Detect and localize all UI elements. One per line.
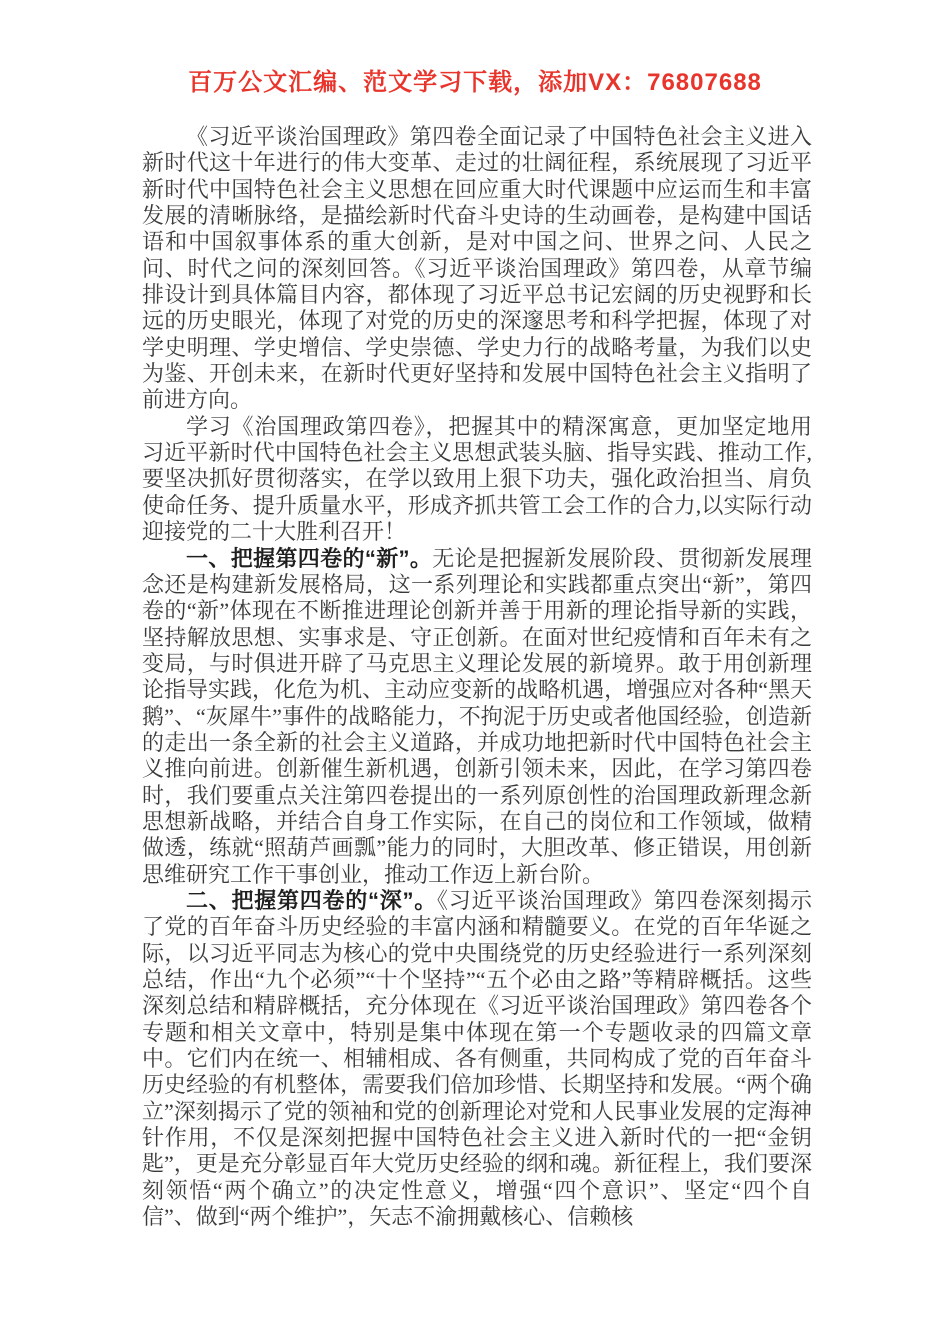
paragraph-section-2-text: 《习近平谈治国理政》第四卷深刻揭示了党的百年奋斗历史经验的丰富内涵和精髓要义。在党的百年华诞之际，以习近平同志为核心的党中央围绕党的历史经验进行一系列深刻总结，作出“九个必须”“十个坚持”“五个必由之路”等精辟概括。这些深刻总结和精辟概括，充分体现在《习近平谈治国理政》第四卷各个专题和相关文章中，特别是集中体现在第一个专题收录的四篇文章中。它们内在统一、相辅相成、各有侧重，共同构成了党的百年奋斗历史经验的有机整体，需要我们倍加珍惜、长期坚持和发展。“两个确立”深刻揭示了党的领袖和党的创新理论对党和人民事业发展的定海神针作用，不仅是深刻把握中国特色社会主义进入新时代的一把“金钥匙”，更是充分彰显百年大党历史经验的纲和魂。新征程上，我们要深刻领悟“两个确立”的决定性意义，增强“四个意识”、坚定“四个自信”、做到“两个维护”，矢志不渝拥戴核心、信赖核 <box>142 887 812 1230</box>
paragraph-intro-text: 《习近平谈治国理政》第四卷全面记录了中国特色社会主义进入新时代这十年进行的伟大变革、走过的壮阔征程，系统展现了习近平新时代中国特色社会主义思想在回应重大时代课题中应运而生和丰富发展的清晰脉络，是描绘新时代奋斗史诗的生动画卷，是构建中国话语和中国叙事体系的重大创新，是对中国之问、世界之问、人民之问、时代之问的深刻回答。《习近平谈治国理政》第四卷，从章节编排设计到具体篇目内容，都体现了习近平总书记宏阔的历史视野和长远的历史眼光，体现了对党的历史的深邃思考和科学把握，体现了对学史明理、学史增信、学史崇德、学史力行的战略考量，为我们以史为鉴、开创未来，在新时代更好坚持和发展中国特色社会主义指明了前进方向。 <box>142 124 812 413</box>
paragraph-section-1-heading: 一、把握第四卷的“新”。 <box>186 545 433 571</box>
paragraph-section-2-heading: 二、把握第四卷的“深”。 <box>186 887 437 913</box>
paragraph-study <box>142 414 812 546</box>
paragraph-intro <box>142 124 812 414</box>
paragraph-section-2-deep <box>142 888 812 1230</box>
document-body <box>142 124 812 1230</box>
paragraph-study-text: 学习《治国理政第四卷》，把握其中的精深寓意，更加坚定地用习近平新时代中国特色社会主义思想武装头脑、指导实践、推动工作,要坚决抓好贯彻落实，在学以致用上狠下功夫，强化政治担当、肩负使命任务、提升质量水平，形成齐抓共管工会工作的合力,以实际行动迎接党的二十大胜利召开！ <box>142 413 812 545</box>
paragraph-section-1-text: 无论是把握新发展阶段、贯彻新发展理念还是构建新发展格局，这一系列理论和实践都重点突出“新”，第四卷的“新”体现在不断推进理论创新并善于用新的理论指导新的实践，坚持解放思想、实事求是、守正创新。在面对世纪疫情和百年未有之变局，与时俱进开辟了马克思主义理论发展的新境界。敢于用创新理论指导实践，化危为机、主动应变新的战略机遇，增强应对各种“黑天鹅”、“灰犀牛”事件的战略能力，不拘泥于历史或者他国经验，创造新的走出一条全新的社会主义道路，并成功地把新时代中国特色社会主义推向前进。创新催生新机遇，创新引领未来，因此，在学习第四卷时，我们要重点关注第四卷提出的一系列原创性的治国理政新理念新思想新战略，并结合自身工作实际，在自己的岗位和工作领域，做精做透，练就“照葫芦画瓢”能力的同时，大胆改革、修正错误，用创新思维研究工作干事创业，推动工作迈上新台阶。 <box>142 545 812 887</box>
paragraph-section-1-new <box>142 546 812 888</box>
promo-header-text: 百万公文汇编、范文学习下载，添加VX：76807688 <box>188 69 762 96</box>
